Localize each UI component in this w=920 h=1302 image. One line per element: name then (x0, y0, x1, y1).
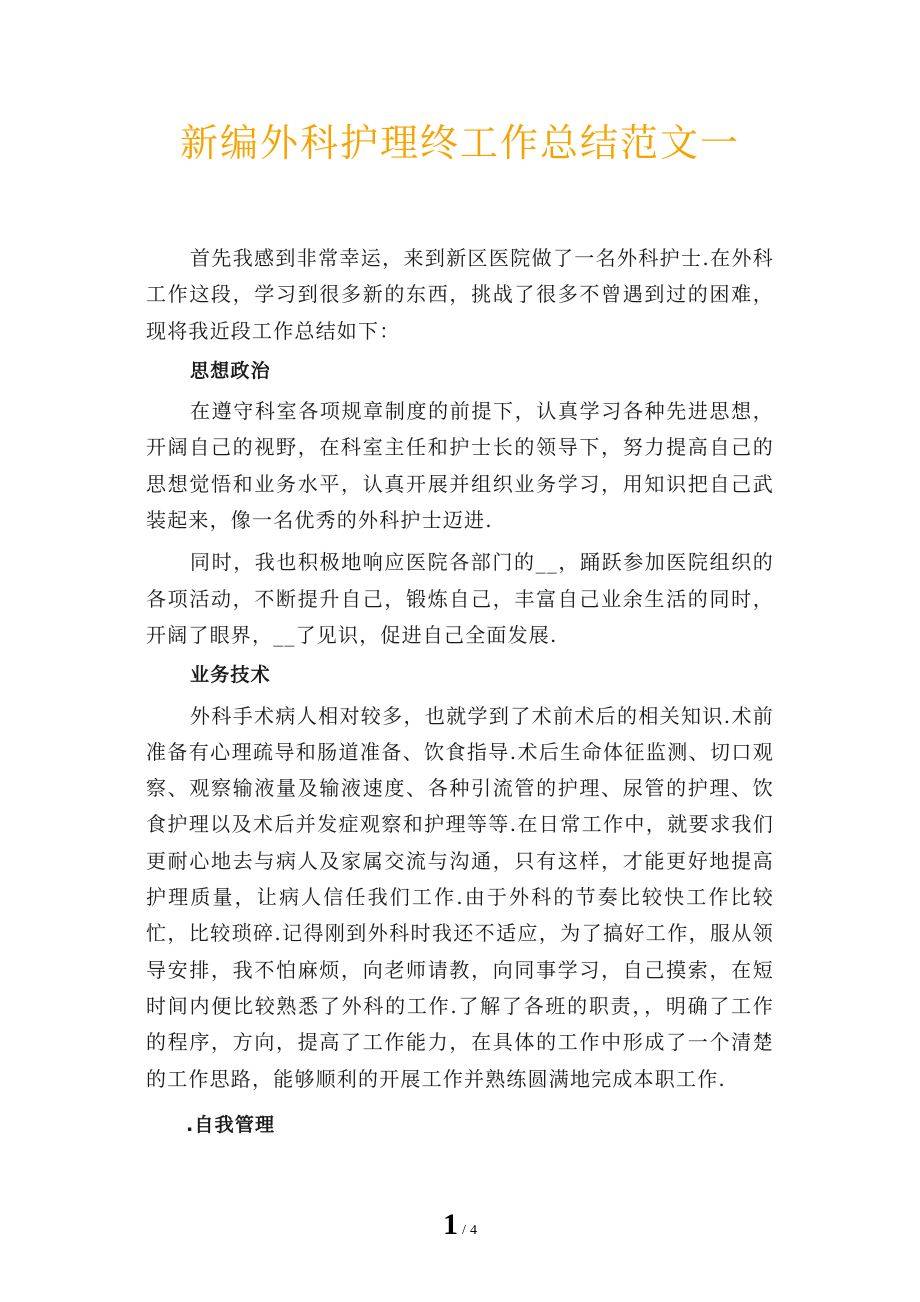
intro-paragraph: 首先我感到非常幸运，来到新区医院做了一名外科护士.在外科工作这段，学习到很多新的东西，挑战了很多不曾遇到过的困难，现将我近段工作总结如下： (146, 246, 774, 343)
section-heading-politics: 思想政治 (190, 359, 271, 382)
document-body (146, 240, 774, 1143)
page-separator: / (462, 1223, 466, 1238)
document-title: 新编外科护理终工作总结范文一 (179, 121, 740, 165)
page-footer (0, 1208, 920, 1242)
section-heading-self-management: .自我管理 (186, 1113, 276, 1136)
politics-paragraph-2: 同时，我也积极地响应医院各部门的__，踊跃参加医院组织的各项活动，不断提升自己，锻炼自己，丰富自己业余生活的同时，开阔了眼界，__了见识，促进自己全面发展. (146, 550, 774, 647)
politics-paragraph-1: 在遵守科室各项规章制度的前提下，认真学习各种先进思想，开阔自己的视野，在科室主任和护士长的领导下，努力提高自己的思想觉悟和业务水平，认真开展并组织业务学习，用知识把自己武装起来，像一名优秀的外科护士迈进. (146, 399, 774, 533)
section-heading-skills: 业务技术 (190, 664, 271, 687)
skills-paragraph-1: 外科手术病人相对较多，也就学到了术前术后的相关知识.术前准备有心理疏导和肠道准备、饮食指导.术后生命体征监测、切口观察、观察输液量及输液速度、各种引流管的护理、尿管的护理、饮食护理以及术后并发症观察和护理等等.在日常工作中，就要求我们更耐心地去与病人及家属交流与沟通，只有这样，才能更好地提高护理质量，让病人信任我们工作.由于外科的节奏比较快工作比较忙，比较琐碎.记得刚到外科时我还不适应，为了搞好工作，服从领导安排，我不怕麻烦，向老师请教，向同事学习，自己摸索，在短时间内便比较熟悉了外科的工作.了解了各班的职责，，明确了工作的程序，方向，提高了工作能力，在具体的工作中形成了一个清楚的工作思路，能够顺利的开展工作并熟练圆满地完成本职工作. (146, 703, 774, 1091)
current-page-number: 1 (443, 1208, 459, 1241)
total-pages: 4 (469, 1223, 477, 1238)
